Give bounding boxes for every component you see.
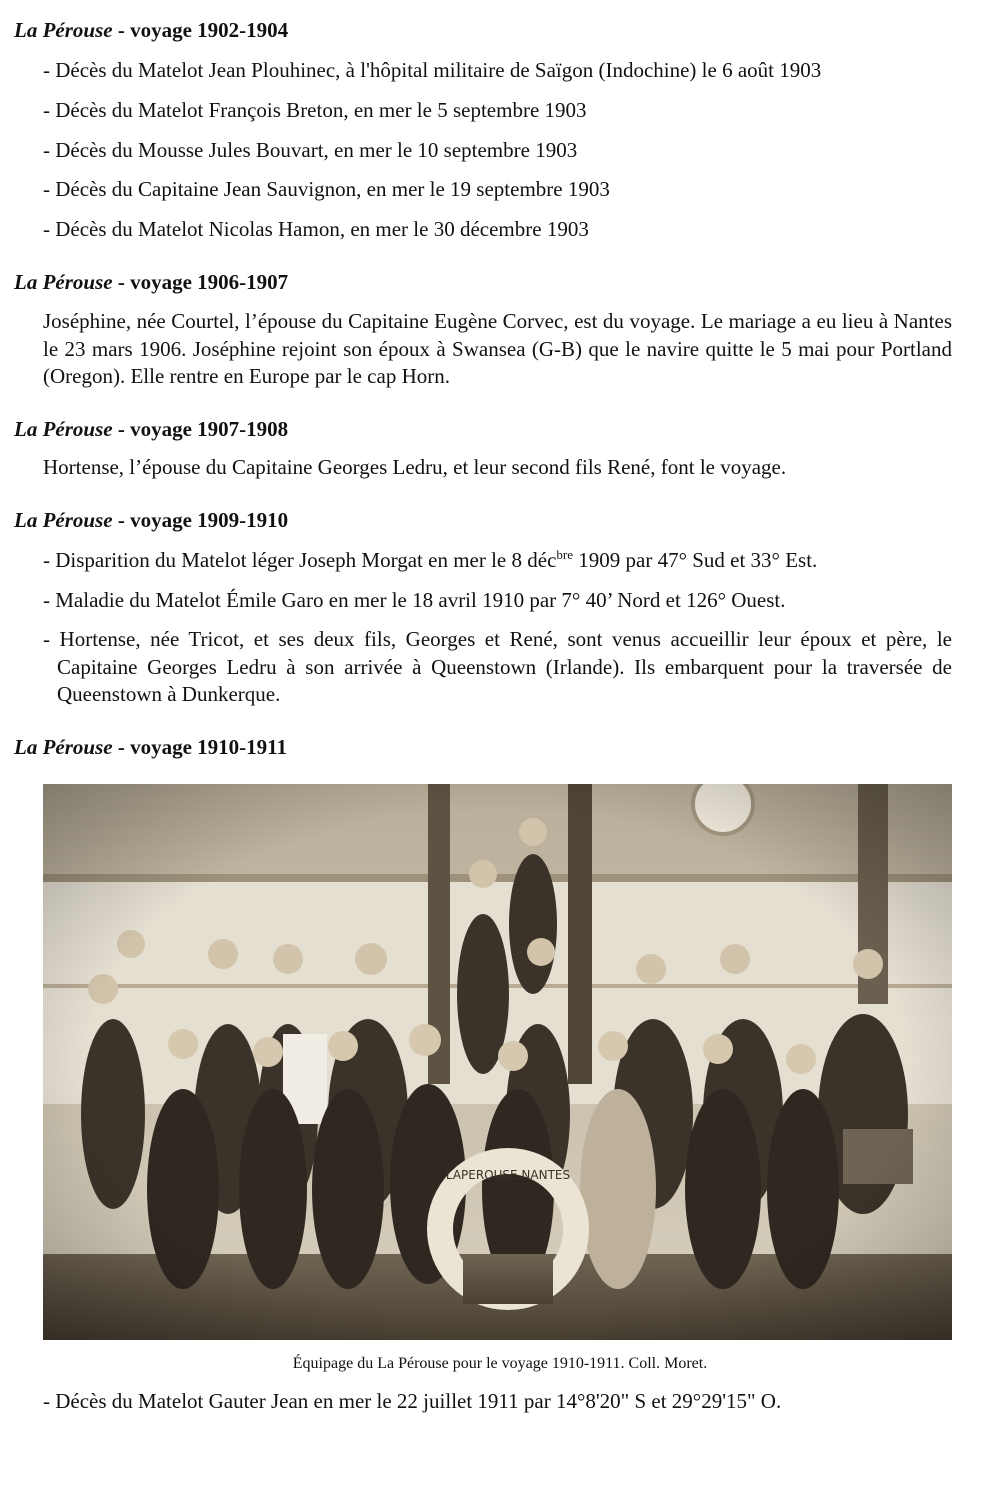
crew-photo-illustration — [43, 784, 952, 1340]
voyage-title: - voyage 1906-1907 — [112, 270, 289, 294]
ship-name: La Pérouse — [14, 417, 113, 441]
voyage-title: - voyage 1909-1910 — [112, 508, 289, 532]
ship-name: La Pérouse — [14, 18, 113, 42]
paragraph: Hortense, l’épouse du Capitaine Georges Ledru, et leur second fils René, font le voyage. — [43, 455, 787, 479]
paragraph: Joséphine, née Courtel, l’épouse du Capitaine Eugène Corvec, est du voyage. Le mariage a eu lieu à Nantes le 23 mars 1906. Joséphine rejoint son époux à Swansea (G-B) que le navire quitte le 5 mai pour Portland (Oregon). Elle rentre en Europe par le cap Horn. — [43, 309, 952, 388]
item-text: 1909 par 47° Sud et 33° Est. — [573, 548, 818, 572]
list-item: - Hortense, née Tricot, et ses deux fils, Georges et René, sont venus accueillir leur époux et père, le Capitaine Georges Ledru à son arrivée à Queenstown (Irlande). Ils embarquent pour la traversée de Queenstown à Dunkerque. — [43, 627, 952, 706]
ship-name: La Pérouse — [14, 270, 113, 294]
superscript: bre — [556, 547, 574, 562]
list-item: - Décès du Matelot Nicolas Hamon, en mer le 30 décembre 1903 — [43, 217, 589, 241]
ship-name: La Pérouse — [14, 735, 113, 759]
list-item: - Décès du Capitaine Jean Sauvignon, en mer le 19 septembre 1903 — [43, 177, 610, 201]
list-item: - Maladie du Matelot Émile Garo en mer le 18 avril 1910 par 7° 40’ Nord et 126° Ouest. — [43, 588, 786, 612]
list-item: - Décès du Matelot Gauter Jean en mer le 22 juillet 1911 par 14°8'20" S et 29°29'15" O. — [43, 1389, 782, 1413]
section-heading-1906 — [14, 269, 288, 295]
section-heading-1902 — [14, 17, 288, 43]
item-text: - Disparition du Matelot léger Joseph Morgat en mer le 8 déc — [43, 548, 557, 572]
voyage-title: - voyage 1907-1908 — [112, 417, 289, 441]
list-item: - Décès du Matelot François Breton, en mer le 5 septembre 1903 — [43, 98, 587, 122]
list-item: - Décès du Mousse Jules Bouvart, en mer le 10 septembre 1903 — [43, 138, 578, 162]
photo-caption: Équipage du La Pérouse pour le voyage 1910-1911. Coll. Moret. — [292, 1355, 708, 1372]
voyage-title: - voyage 1910-1911 — [112, 735, 287, 759]
list-item: - Décès du Matelot Jean Plouhinec, à l'hôpital militaire de Saïgon (Indochine) le 6 août 1903 — [43, 58, 822, 82]
section-heading-1910 — [14, 734, 287, 760]
section-heading-1909 — [14, 507, 288, 533]
list-item — [43, 547, 817, 573]
section-heading-1907 — [14, 416, 288, 442]
crew-photo — [43, 784, 952, 1340]
ship-name: La Pérouse — [14, 508, 113, 532]
voyage-title: - voyage 1902-1904 — [112, 18, 289, 42]
